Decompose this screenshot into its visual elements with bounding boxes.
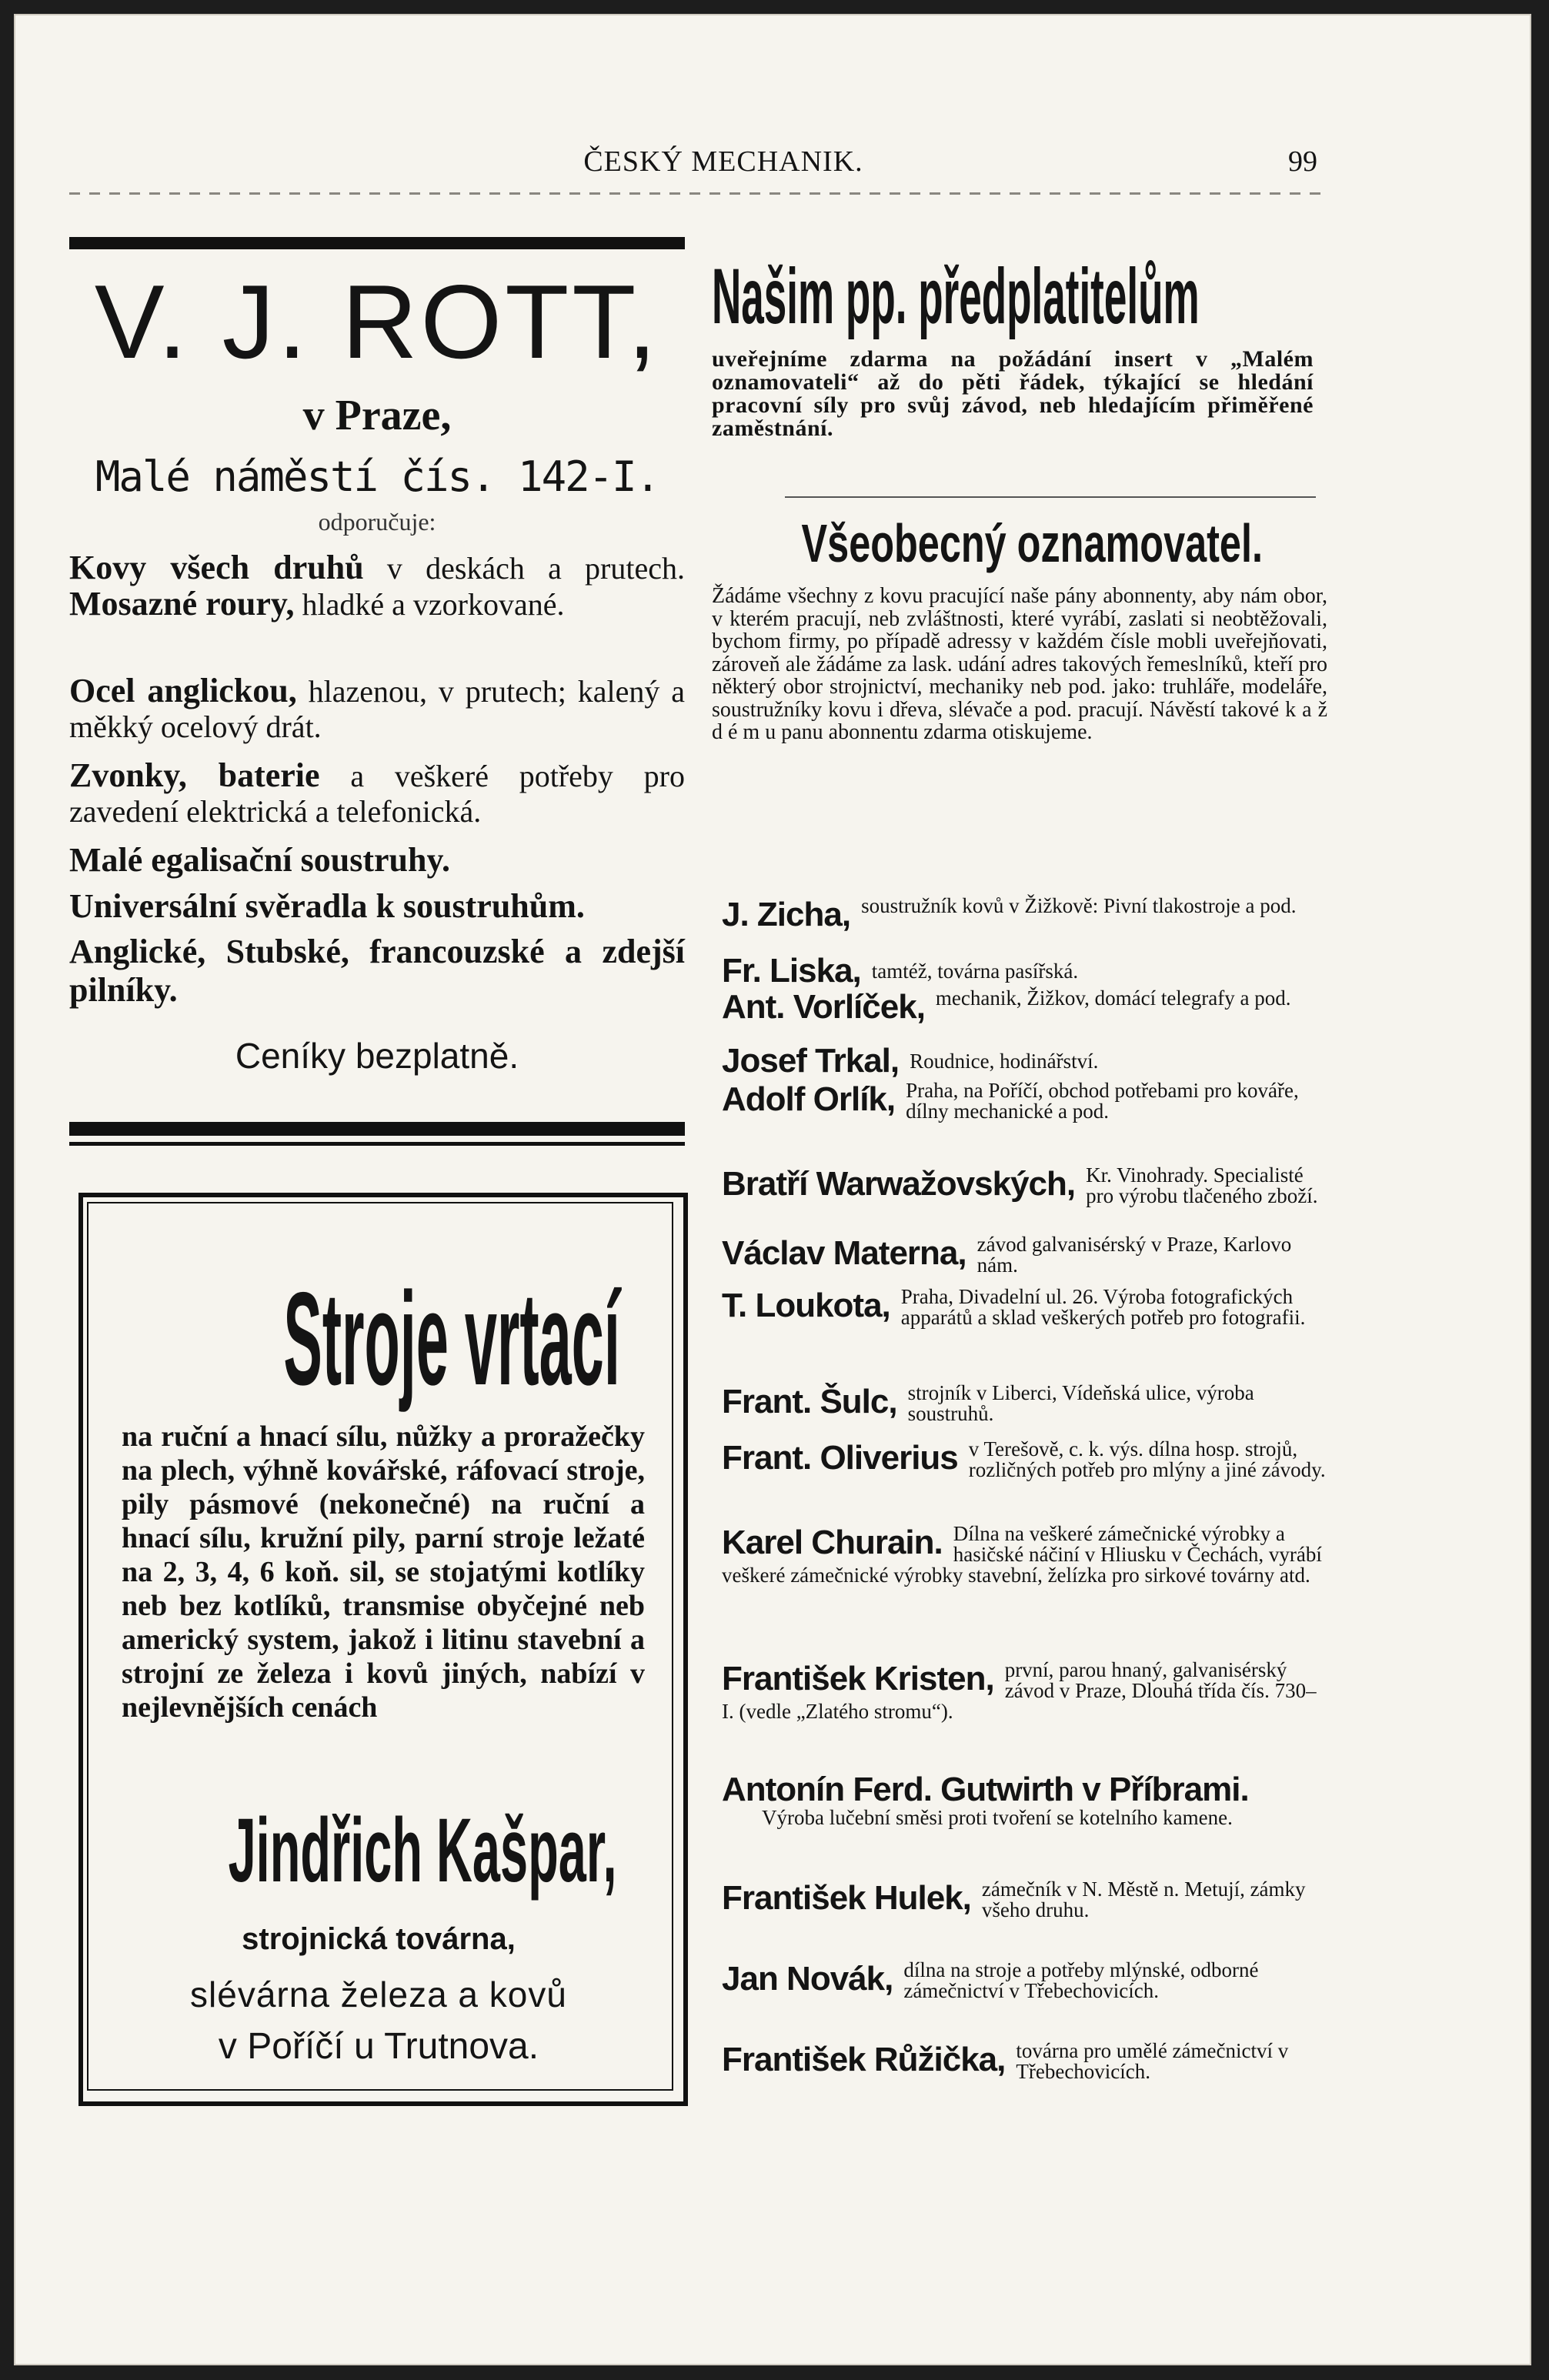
entry-desc: Praha, Divadelní ul. 26. Výroba fotografických apparátů a sklad veškerých potřeb pro fotografii.	[900, 1285, 1306, 1329]
rott-top-bar	[69, 237, 685, 249]
rott-item-steel-text: hlazenou, v prutech; kalený a měkký ocelový drát.	[69, 674, 685, 744]
entry-name: Josef Trkal,	[722, 1042, 900, 1080]
rott-item-bells	[69, 758, 685, 829]
entry-desc: Praha, na Poříčí, obchod potřebami pro kováře, dílny mechanické a pod.	[906, 1079, 1299, 1123]
oznamovatel-title: Všeobecný oznamovatel.	[801, 513, 1263, 573]
separator-bar-thick	[69, 1122, 685, 1136]
journal-title: ČESKÝ MECHANIK.	[583, 145, 863, 178]
separator-bar-thin	[69, 1142, 685, 1146]
header-rule	[69, 192, 1324, 195]
kaspar-heading-wrap	[69, 1243, 685, 1435]
entry-loukota	[722, 1285, 1328, 1328]
rott-item-steel-lead: Ocel anglickou,	[69, 672, 297, 709]
entry-zicha	[722, 894, 1328, 936]
rott-item-tubes-text: hladké a vzorkované.	[294, 587, 565, 622]
subscribers-rule	[785, 496, 1316, 498]
rott-name: V. J. ROTT,	[94, 263, 660, 380]
kaspar-factory: strojnická továrna,	[242, 1922, 516, 1956]
rott-item-metals	[69, 550, 685, 623]
kaspar-name: Jindřich Kašpar,	[228, 1800, 617, 1901]
entry-desc: první, parou hnaný, galvanisérský závod v Praze, Dlouhá třída čís. 730–I. (vedle „Zlatého stromu“).	[722, 1658, 1317, 1723]
entry-desc: tamtéž, továrna pasířská.	[871, 960, 1079, 983]
rott-item-vices: Universální svěradla k soustruhům.	[69, 887, 585, 925]
entry-name: J. Zicha,	[722, 896, 851, 933]
entry-name: Adolf Orlík,	[722, 1080, 896, 1118]
rott-item-tubes-lead: Mosazné roury,	[69, 585, 295, 623]
rott-address: Malé náměstí čís. 142-I.	[95, 452, 659, 501]
entry-hulek	[722, 1878, 1328, 1921]
entry-name: František Hulek,	[722, 1879, 971, 1917]
rott-item-metals-lead: Kovy všech druhů	[69, 549, 364, 586]
entry-liska	[722, 950, 1328, 992]
entry-vorlicek	[722, 986, 1328, 1028]
subscribers-title-wrap	[712, 239, 1327, 354]
entry-name: Frant. Šulc,	[722, 1383, 897, 1420]
page	[14, 14, 1531, 2365]
entry-desc: soustružník kovů v Žižkově: Pivní tlakostroje a pod.	[861, 894, 1297, 917]
entry-materna	[722, 1233, 1328, 1276]
entry-desc: Výroba lučební směsi proti tvoření se kotelního kamene.	[762, 1806, 1233, 1829]
entry-warwazovsky	[722, 1163, 1328, 1207]
entry-name: František Růžička,	[722, 2041, 1006, 2078]
rott-item-bells-text: a veškeré potřeby pro zavedení elektrická a telefonická.	[69, 759, 685, 829]
entry-name: Frant. Oliverius	[722, 1439, 958, 1477]
entry-name: Ant. Vorlíček,	[722, 988, 925, 1026]
rott-item-metals-text: v deskách a prutech.	[363, 551, 685, 586]
entry-orlik	[722, 1079, 1328, 1122]
rott-recommends: odporučuje:	[318, 508, 436, 536]
entry-desc: Kr. Vinohrady. Specialisté pro výrobu tlačeného zboží.	[1086, 1163, 1318, 1207]
entry-ruzicka	[722, 2039, 1328, 2082]
kaspar-heading: Stroje vrtací	[283, 1265, 620, 1413]
entry-desc: Dílna na veškeré zámečnické výrobky a hasičské náčiní v Hliusku v Čechách, vyrábí veškeré zámečnické výrobky stavební, želízka pro sirkové továrny atd.	[722, 1522, 1322, 1587]
oznamovatel-title-wrap	[712, 508, 1327, 579]
entry-kristen	[722, 1658, 1328, 1722]
entry-name: Fr. Liska,	[722, 952, 861, 990]
rott-prices: Ceníky bezplatně.	[235, 1036, 519, 1076]
entry-trkal	[722, 1040, 1328, 1082]
entry-oliverius	[722, 1437, 1328, 1480]
subscribers-title: Našim pp. předplatitelům	[712, 252, 1200, 340]
entry-desc: v Terešově, c. k. výs. dílna hosp. strojů, rozličných potřeb pro mlýny a jiné závody.	[968, 1437, 1326, 1481]
entry-desc: strojník v Liberci, Vídeňská ulice, výroba soustruhů.	[907, 1381, 1254, 1425]
entry-desc: Roudnice, hodinářství.	[910, 1050, 1099, 1073]
entry-desc: zámečník v N. Městě n. Metují, zámky všeho druhu.	[981, 1878, 1306, 1921]
entry-name: T. Loukota,	[722, 1287, 890, 1324]
entry-name: Karel Churain.	[722, 1524, 943, 1561]
page-number: 99	[1288, 145, 1317, 178]
entry-churain	[722, 1522, 1328, 1586]
entry-name: František Kristen,	[722, 1660, 994, 1697]
entry-name: Václav Materna,	[722, 1234, 966, 1272]
entry-sulc	[722, 1381, 1328, 1424]
rott-item-steel	[69, 673, 685, 745]
entry-desc: továrna pro umělé zámečnictví v Třebechovicích.	[1016, 2039, 1289, 2083]
oznamovatel-intro: Žádáme všechny z kovu pracující naše pány abonnenty, aby nám obor, v kterém pracují, neb zvláštnosti, které vyrábí, zaslati si neobtěžovali, bychom firmy, po případě adressy v každém čísle mobli uveřejňovati, zároveň ale žádáme za lask. udání adres takových řemeslníků, kteří pro některý obor strojnictví, mechaniky neb pod. jako: truhláře, modeláře, soustružníky kovu i dřeva, slévače a pod. pracují. Návěstí takové k a ž d é m u panu abonnentu zdarma otiskujeme.	[712, 584, 1327, 744]
entry-name: Jan Novák,	[722, 1960, 893, 1998]
entry-name: Bratří Warwažovských,	[722, 1165, 1076, 1203]
kaspar-location: v Poříčí u Trutnova.	[218, 2026, 539, 2067]
kaspar-name-wrap	[69, 1797, 685, 1904]
subscribers-text: uveřejníme zdarma na požádání insert v „Malém oznamovateli“ až do pěti řádek, týkající se hledání pracovní síly pro svůj závod, neb hledajícím přiměřené zaměstnání.	[712, 346, 1314, 441]
rott-item-lathes: Malé egalisační soustruhy.	[69, 841, 451, 879]
rott-city: v Praze,	[302, 392, 452, 439]
kaspar-foundry: slévárna železa a kovů	[190, 1974, 567, 2014]
entry-desc: mechanik, Žižkov, domácí telegrafy a pod.	[935, 986, 1291, 1010]
entry-desc: závod galvanisérský v Praze, Karlovo nám.	[976, 1233, 1292, 1277]
rott-item-bells-lead: Zvonky, baterie	[69, 756, 320, 794]
entry-desc: dílna na stroje a potřeby mlýnské, odborné zámečnictví v Třebechovicích.	[903, 1958, 1259, 2002]
kaspar-body: na ruční a hnací sílu, nůžky a proražečky na plech, výhně kovářské, ráfovací stroje, pily pásmové (nekonečné) na ruční a hnací sílu, kružní pily, parní stroje ležaté na 2, 3, 4, 6 koň. sil, se stojatými kotlíky neb bez kotlíků, transmise obyčejné neb americký system, jakož i litinu stavební a strojní ze železa i kovů jiných, nabízí v nejlevnějších cenách	[122, 1420, 645, 1724]
entry-gutwirth	[722, 1771, 1328, 1829]
rott-item-files: Anglické, Stubské, francouzské a zdejší pilníky.	[69, 933, 685, 1009]
entry-novak	[722, 1958, 1328, 2001]
entry-name: Antonín Ferd. Gutwirth v Příbrami.	[722, 1771, 1249, 1808]
